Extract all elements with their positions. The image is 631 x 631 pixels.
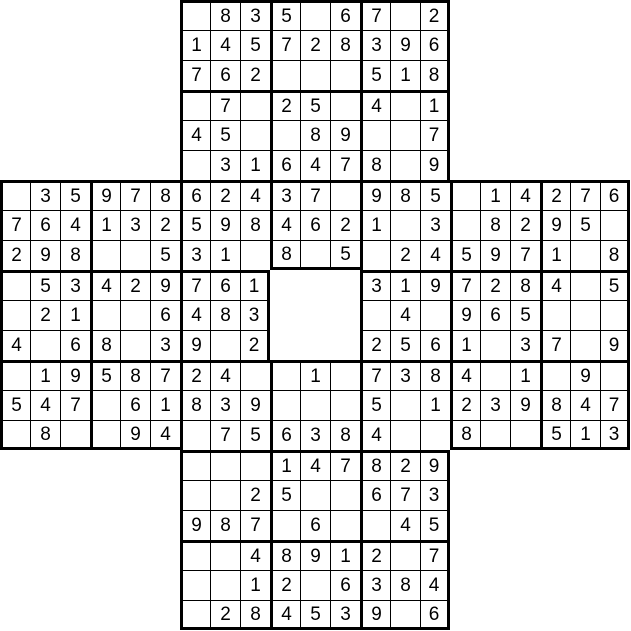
given-cell-r7-c18: 9 [540,210,570,240]
empty-cell-r13-c9[interactable] [270,390,300,420]
empty-cell-r20-c6[interactable] [180,600,210,630]
given-cell-r2-c6: 7 [180,60,210,90]
given-cell-r7-c19: 5 [570,210,600,240]
given-cell-r18-c14: 7 [420,540,450,570]
given-cell-r19-c13: 8 [390,570,420,600]
given-cell-r14-c10: 3 [300,420,330,450]
given-cell-r7-c6: 5 [180,210,210,240]
given-cell-r10-c15: 9 [450,300,480,330]
given-cell-r13-c19: 4 [570,390,600,420]
given-cell-r3-c14: 1 [420,90,450,120]
empty-cell-r14-c14[interactable] [420,420,450,450]
empty-cell-r10-c0[interactable] [0,300,30,330]
given-cell-r12-c2: 9 [60,360,90,390]
empty-cell-r10-c14[interactable] [420,300,450,330]
empty-cell-r19-c6[interactable] [180,570,210,600]
empty-cell-r17-c12[interactable] [360,510,390,540]
given-cell-r13-c12: 5 [360,390,390,420]
given-cell-r11-c20: 9 [600,330,630,360]
given-cell-r20-c14: 6 [420,600,450,630]
empty-cell-r16-c11[interactable] [330,480,360,510]
given-cell-r14-c5: 4 [150,420,180,450]
given-cell-r13-c7: 3 [210,390,240,420]
given-cell-r20-c10: 5 [300,600,330,630]
empty-cell-r0-c13[interactable] [390,0,420,30]
given-cell-r20-c7: 2 [210,600,240,630]
given-cell-r6-c18: 2 [540,180,570,210]
given-cell-r7-c11: 2 [330,210,360,240]
given-cell-r5-c7: 3 [210,150,240,180]
given-cell-r14-c4: 9 [120,420,150,450]
given-cell-r13-c5: 1 [150,390,180,420]
given-cell-r11-c17: 3 [510,330,540,360]
given-cell-r9-c13: 1 [390,270,420,300]
empty-cell-r13-c10[interactable] [300,390,330,420]
given-cell-r14-c20: 3 [600,420,630,450]
empty-cell-r14-c16[interactable] [480,420,510,450]
given-cell-r20-c9: 4 [270,600,300,630]
given-cell-r13-c18: 8 [540,390,570,420]
given-cell-r6-c8: 4 [240,180,270,210]
given-cell-r6-c16: 1 [480,180,510,210]
given-cell-r7-c17: 2 [510,210,540,240]
given-cell-r10-c1: 2 [30,300,60,330]
given-cell-r11-c14: 6 [420,330,450,360]
given-cell-r14-c19: 1 [570,420,600,450]
given-cell-r14-c8: 5 [240,420,270,450]
empty-cell-r19-c7[interactable] [210,570,240,600]
empty-cell-r17-c11[interactable] [330,510,360,540]
given-cell-r2-c7: 6 [210,60,240,90]
given-cell-r7-c3: 1 [90,210,120,240]
empty-cell-r12-c16[interactable] [480,360,510,390]
given-cell-r0-c11: 6 [330,0,360,30]
given-cell-r13-c20: 7 [600,390,630,420]
given-cell-r19-c12: 3 [360,570,390,600]
given-cell-r3-c10: 5 [300,90,330,120]
given-cell-r10-c13: 4 [390,300,420,330]
given-cell-r7-c10: 6 [300,210,330,240]
given-cell-r9-c8: 1 [240,270,270,300]
given-cell-r9-c6: 7 [180,270,210,300]
given-cell-r19-c8: 1 [240,570,270,600]
given-cell-r16-c13: 7 [390,480,420,510]
given-cell-r8-c7: 1 [210,240,240,270]
given-cell-r3-c7: 7 [210,90,240,120]
empty-cell-r12-c9[interactable] [270,360,300,390]
given-cell-r15-c9: 1 [270,450,300,480]
given-cell-r3-c9: 2 [270,90,300,120]
given-cell-r15-c11: 7 [330,450,360,480]
given-cell-r17-c13: 4 [390,510,420,540]
given-cell-r8-c13: 2 [390,240,420,270]
given-cell-r9-c20: 5 [600,270,630,300]
empty-cell-r5-c6[interactable] [180,150,210,180]
given-cell-r4-c7: 5 [210,120,240,150]
empty-cell-r8-c3[interactable] [90,240,120,270]
given-cell-r16-c9: 5 [270,480,300,510]
given-cell-r15-c14: 9 [420,450,450,480]
empty-cell-r15-c7[interactable] [210,450,240,480]
given-cell-r8-c16: 9 [480,240,510,270]
empty-cell-r3-c8[interactable] [240,90,270,120]
given-cell-r5-c10: 4 [300,150,330,180]
given-cell-r7-c4: 3 [120,210,150,240]
empty-cell-r6-c11[interactable] [330,180,360,210]
given-cell-r9-c17: 8 [510,270,540,300]
given-cell-r6-c20: 6 [600,180,630,210]
given-cell-r11-c13: 5 [390,330,420,360]
given-cell-r10-c17: 5 [510,300,540,330]
given-cell-r14-c18: 5 [540,420,570,450]
empty-cell-r0-c6[interactable] [180,0,210,30]
given-cell-r13-c2: 7 [60,390,90,420]
given-cell-r1-c6: 1 [180,30,210,60]
given-cell-r13-c4: 6 [120,390,150,420]
given-cell-r13-c8: 9 [240,390,270,420]
given-cell-r10-c8: 3 [240,300,270,330]
empty-cell-r10-c19[interactable] [570,300,600,330]
given-cell-r6-c9: 3 [270,180,300,210]
given-cell-r12-c17: 1 [510,360,540,390]
given-cell-r3-c12: 4 [360,90,390,120]
given-cell-r7-c5: 2 [150,210,180,240]
given-cell-r8-c15: 5 [450,240,480,270]
empty-cell-r4-c9[interactable] [270,120,300,150]
empty-cell-r14-c2[interactable] [60,420,90,450]
given-cell-r11-c0: 4 [0,330,30,360]
given-cell-r11-c15: 1 [450,330,480,360]
given-cell-r17-c10: 6 [300,510,330,540]
given-cell-r0-c9: 5 [270,0,300,30]
empty-cell-r9-c0[interactable] [0,270,30,300]
empty-cell-r15-c8[interactable] [240,450,270,480]
given-cell-r7-c8: 8 [240,210,270,240]
given-cell-r1-c12: 3 [360,30,390,60]
given-cell-r11-c12: 2 [360,330,390,360]
given-cell-r13-c0: 5 [0,390,30,420]
given-cell-r13-c14: 1 [420,390,450,420]
empty-cell-r12-c20[interactable] [600,360,630,390]
given-cell-r10-c2: 1 [60,300,90,330]
given-cell-r17-c6: 9 [180,510,210,540]
empty-cell-r8-c4[interactable] [120,240,150,270]
given-cell-r6-c17: 4 [510,180,540,210]
given-cell-r17-c14: 5 [420,510,450,540]
empty-cell-r10-c4[interactable] [120,300,150,330]
given-cell-r12-c19: 9 [570,360,600,390]
given-cell-r2-c12: 5 [360,60,390,90]
given-cell-r7-c14: 3 [420,210,450,240]
empty-cell-r10-c3[interactable] [90,300,120,330]
given-cell-r6-c10: 7 [300,180,330,210]
given-cell-r8-c18: 1 [540,240,570,270]
given-cell-r14-c7: 7 [210,420,240,450]
empty-cell-r7-c20[interactable] [600,210,630,240]
given-cell-r4-c14: 7 [420,120,450,150]
given-cell-r15-c13: 2 [390,450,420,480]
given-cell-r9-c1: 5 [30,270,60,300]
given-cell-r15-c12: 8 [360,450,390,480]
empty-cell-r3-c13[interactable] [390,90,420,120]
given-cell-r6-c13: 8 [390,180,420,210]
given-cell-r9-c2: 3 [60,270,90,300]
given-cell-r20-c11: 3 [330,600,360,630]
empty-cell-r12-c11[interactable] [330,360,360,390]
given-cell-r6-c19: 7 [570,180,600,210]
given-cell-r9-c5: 9 [150,270,180,300]
given-cell-r7-c12: 1 [360,210,390,240]
empty-cell-r3-c11[interactable] [330,90,360,120]
empty-cell-r12-c8[interactable] [240,360,270,390]
empty-cell-r4-c13[interactable] [390,120,420,150]
empty-cell-r11-c16[interactable] [480,330,510,360]
empty-cell-r20-c13[interactable] [390,600,420,630]
given-cell-r16-c14: 3 [420,480,450,510]
empty-cell-r14-c13[interactable] [390,420,420,450]
empty-cell-r16-c6[interactable] [180,480,210,510]
given-cell-r13-c16: 3 [480,390,510,420]
empty-cell-r10-c20[interactable] [600,300,630,330]
given-cell-r13-c15: 2 [450,390,480,420]
given-cell-r1-c7: 4 [210,30,240,60]
empty-cell-r13-c11[interactable] [330,390,360,420]
given-cell-r1-c10: 2 [300,30,330,60]
given-cell-r6-c3: 9 [90,180,120,210]
given-cell-r16-c8: 2 [240,480,270,510]
given-cell-r10-c7: 8 [210,300,240,330]
empty-cell-r8-c10[interactable] [300,240,330,270]
given-cell-r6-c12: 9 [360,180,390,210]
given-cell-r0-c12: 7 [360,0,390,30]
given-cell-r1-c11: 8 [330,30,360,60]
empty-cell-r18-c13[interactable] [390,540,420,570]
empty-cell-r14-c0[interactable] [0,420,30,450]
given-cell-r2-c8: 2 [240,60,270,90]
empty-cell-r10-c18[interactable] [540,300,570,330]
empty-cell-r8-c19[interactable] [570,240,600,270]
empty-cell-r0-c10[interactable] [300,0,330,30]
empty-cell-r9-c19[interactable] [570,270,600,300]
given-cell-r12-c13: 3 [390,360,420,390]
given-cell-r8-c1: 9 [30,240,60,270]
given-cell-r0-c8: 3 [240,0,270,30]
given-cell-r19-c11: 6 [330,570,360,600]
given-cell-r0-c7: 8 [210,0,240,30]
given-cell-r16-c12: 6 [360,480,390,510]
given-cell-r9-c15: 7 [450,270,480,300]
given-cell-r20-c12: 9 [360,600,390,630]
given-cell-r18-c10: 9 [300,540,330,570]
given-cell-r12-c5: 7 [150,360,180,390]
given-cell-r9-c14: 9 [420,270,450,300]
given-cell-r20-c8: 8 [240,600,270,630]
given-cell-r2-c14: 8 [420,60,450,90]
given-cell-r14-c9: 6 [270,420,300,450]
empty-cell-r17-c9[interactable] [270,510,300,540]
given-cell-r8-c17: 7 [510,240,540,270]
given-cell-r18-c12: 2 [360,540,390,570]
given-cell-r15-c10: 4 [300,450,330,480]
given-cell-r17-c7: 8 [210,510,240,540]
given-cell-r11-c2: 6 [60,330,90,360]
empty-cell-r7-c13[interactable] [390,210,420,240]
empty-cell-r11-c19[interactable] [570,330,600,360]
given-cell-r2-c13: 1 [390,60,420,90]
given-cell-r8-c9: 8 [270,240,300,270]
empty-cell-r2-c10[interactable] [300,60,330,90]
given-cell-r7-c9: 4 [270,210,300,240]
given-cell-r5-c9: 6 [270,150,300,180]
given-cell-r7-c1: 6 [30,210,60,240]
given-cell-r1-c9: 7 [270,30,300,60]
given-cell-r14-c1: 8 [30,420,60,450]
given-cell-r7-c2: 4 [60,210,90,240]
given-cell-r8-c14: 4 [420,240,450,270]
given-cell-r8-c0: 2 [0,240,30,270]
given-cell-r18-c9: 8 [270,540,300,570]
empty-cell-r11-c4[interactable] [120,330,150,360]
given-cell-r11-c8: 2 [240,330,270,360]
given-cell-r9-c3: 4 [90,270,120,300]
given-cell-r10-c5: 6 [150,300,180,330]
given-cell-r12-c10: 1 [300,360,330,390]
given-cell-r9-c7: 6 [210,270,240,300]
given-cell-r8-c2: 8 [60,240,90,270]
given-cell-r12-c12: 7 [360,360,390,390]
given-cell-r6-c2: 5 [60,180,90,210]
given-cell-r11-c5: 3 [150,330,180,360]
given-cell-r6-c14: 5 [420,180,450,210]
given-cell-r8-c5: 5 [150,240,180,270]
given-cell-r10-c16: 6 [480,300,510,330]
given-cell-r0-c14: 2 [420,0,450,30]
empty-cell-r3-c6[interactable] [180,90,210,120]
empty-cell-r8-c8[interactable] [240,240,270,270]
given-cell-r1-c14: 6 [420,30,450,60]
given-cell-r12-c15: 4 [450,360,480,390]
empty-cell-r6-c15[interactable] [450,180,480,210]
empty-cell-r2-c9[interactable] [270,60,300,90]
empty-cell-r14-c3[interactable] [90,420,120,450]
empty-cell-r13-c3[interactable] [90,390,120,420]
given-cell-r1-c8: 5 [240,30,270,60]
empty-cell-r8-c12[interactable] [360,240,390,270]
given-cell-r5-c8: 1 [240,150,270,180]
given-cell-r18-c11: 1 [330,540,360,570]
given-cell-r5-c12: 8 [360,150,390,180]
given-cell-r14-c15: 8 [450,420,480,450]
given-cell-r19-c14: 4 [420,570,450,600]
given-cell-r7-c0: 7 [0,210,30,240]
empty-cell-r13-c13[interactable] [390,390,420,420]
given-cell-r8-c6: 3 [180,240,210,270]
empty-cell-r11-c1[interactable] [30,330,60,360]
given-cell-r8-c11: 5 [330,240,360,270]
empty-cell-r18-c6[interactable] [180,540,210,570]
given-cell-r11-c3: 8 [90,330,120,360]
empty-cell-r6-c0[interactable] [0,180,30,210]
given-cell-r13-c17: 9 [510,390,540,420]
given-cell-r17-c8: 7 [240,510,270,540]
empty-cell-r15-c6[interactable] [180,450,210,480]
empty-cell-r14-c17[interactable] [510,420,540,450]
given-cell-r6-c7: 2 [210,180,240,210]
given-cell-r8-c20: 8 [600,240,630,270]
empty-cell-r19-c10[interactable] [300,570,330,600]
given-cell-r10-c6: 4 [180,300,210,330]
given-cell-r6-c1: 3 [30,180,60,210]
empty-cell-r12-c0[interactable] [0,360,30,390]
given-cell-r19-c9: 2 [270,570,300,600]
empty-cell-r7-c15[interactable] [450,210,480,240]
given-cell-r6-c4: 7 [120,180,150,210]
given-cell-r9-c18: 4 [540,270,570,300]
empty-cell-r12-c18[interactable] [540,360,570,390]
given-cell-r14-c11: 8 [330,420,360,450]
given-cell-r14-c12: 4 [360,420,390,450]
given-cell-r11-c6: 9 [180,330,210,360]
given-cell-r12-c6: 2 [180,360,210,390]
given-cell-r4-c10: 8 [300,120,330,150]
given-cell-r4-c11: 9 [330,120,360,150]
empty-cell-r2-c11[interactable] [330,60,360,90]
given-cell-r12-c4: 8 [120,360,150,390]
empty-cell-r14-c6[interactable] [180,420,210,450]
given-cell-r13-c6: 8 [180,390,210,420]
empty-cell-r11-c7[interactable] [210,330,240,360]
empty-cell-r4-c8[interactable] [240,120,270,150]
given-cell-r13-c1: 4 [30,390,60,420]
given-cell-r5-c11: 7 [330,150,360,180]
given-cell-r12-c3: 5 [90,360,120,390]
given-cell-r7-c7: 9 [210,210,240,240]
empty-cell-r18-c7[interactable] [210,540,240,570]
given-cell-r12-c14: 8 [420,360,450,390]
given-cell-r5-c14: 9 [420,150,450,180]
given-cell-r11-c18: 7 [540,330,570,360]
given-cell-r12-c7: 4 [210,360,240,390]
given-cell-r18-c8: 4 [240,540,270,570]
empty-cell-r16-c7[interactable] [210,480,240,510]
empty-cell-r10-c12[interactable] [360,300,390,330]
empty-cell-r16-c10[interactable] [300,480,330,510]
given-cell-r6-c6: 6 [180,180,210,210]
given-cell-r9-c4: 2 [120,270,150,300]
given-cell-r7-c16: 8 [480,210,510,240]
given-cell-r6-c5: 8 [150,180,180,210]
empty-cell-r5-c13[interactable] [390,150,420,180]
given-cell-r9-c16: 2 [480,270,510,300]
given-cell-r9-c12: 3 [360,270,390,300]
given-cell-r4-c6: 4 [180,120,210,150]
given-cell-r1-c13: 9 [390,30,420,60]
given-cell-r12-c1: 1 [30,360,60,390]
empty-cell-r4-c12[interactable] [360,120,390,150]
